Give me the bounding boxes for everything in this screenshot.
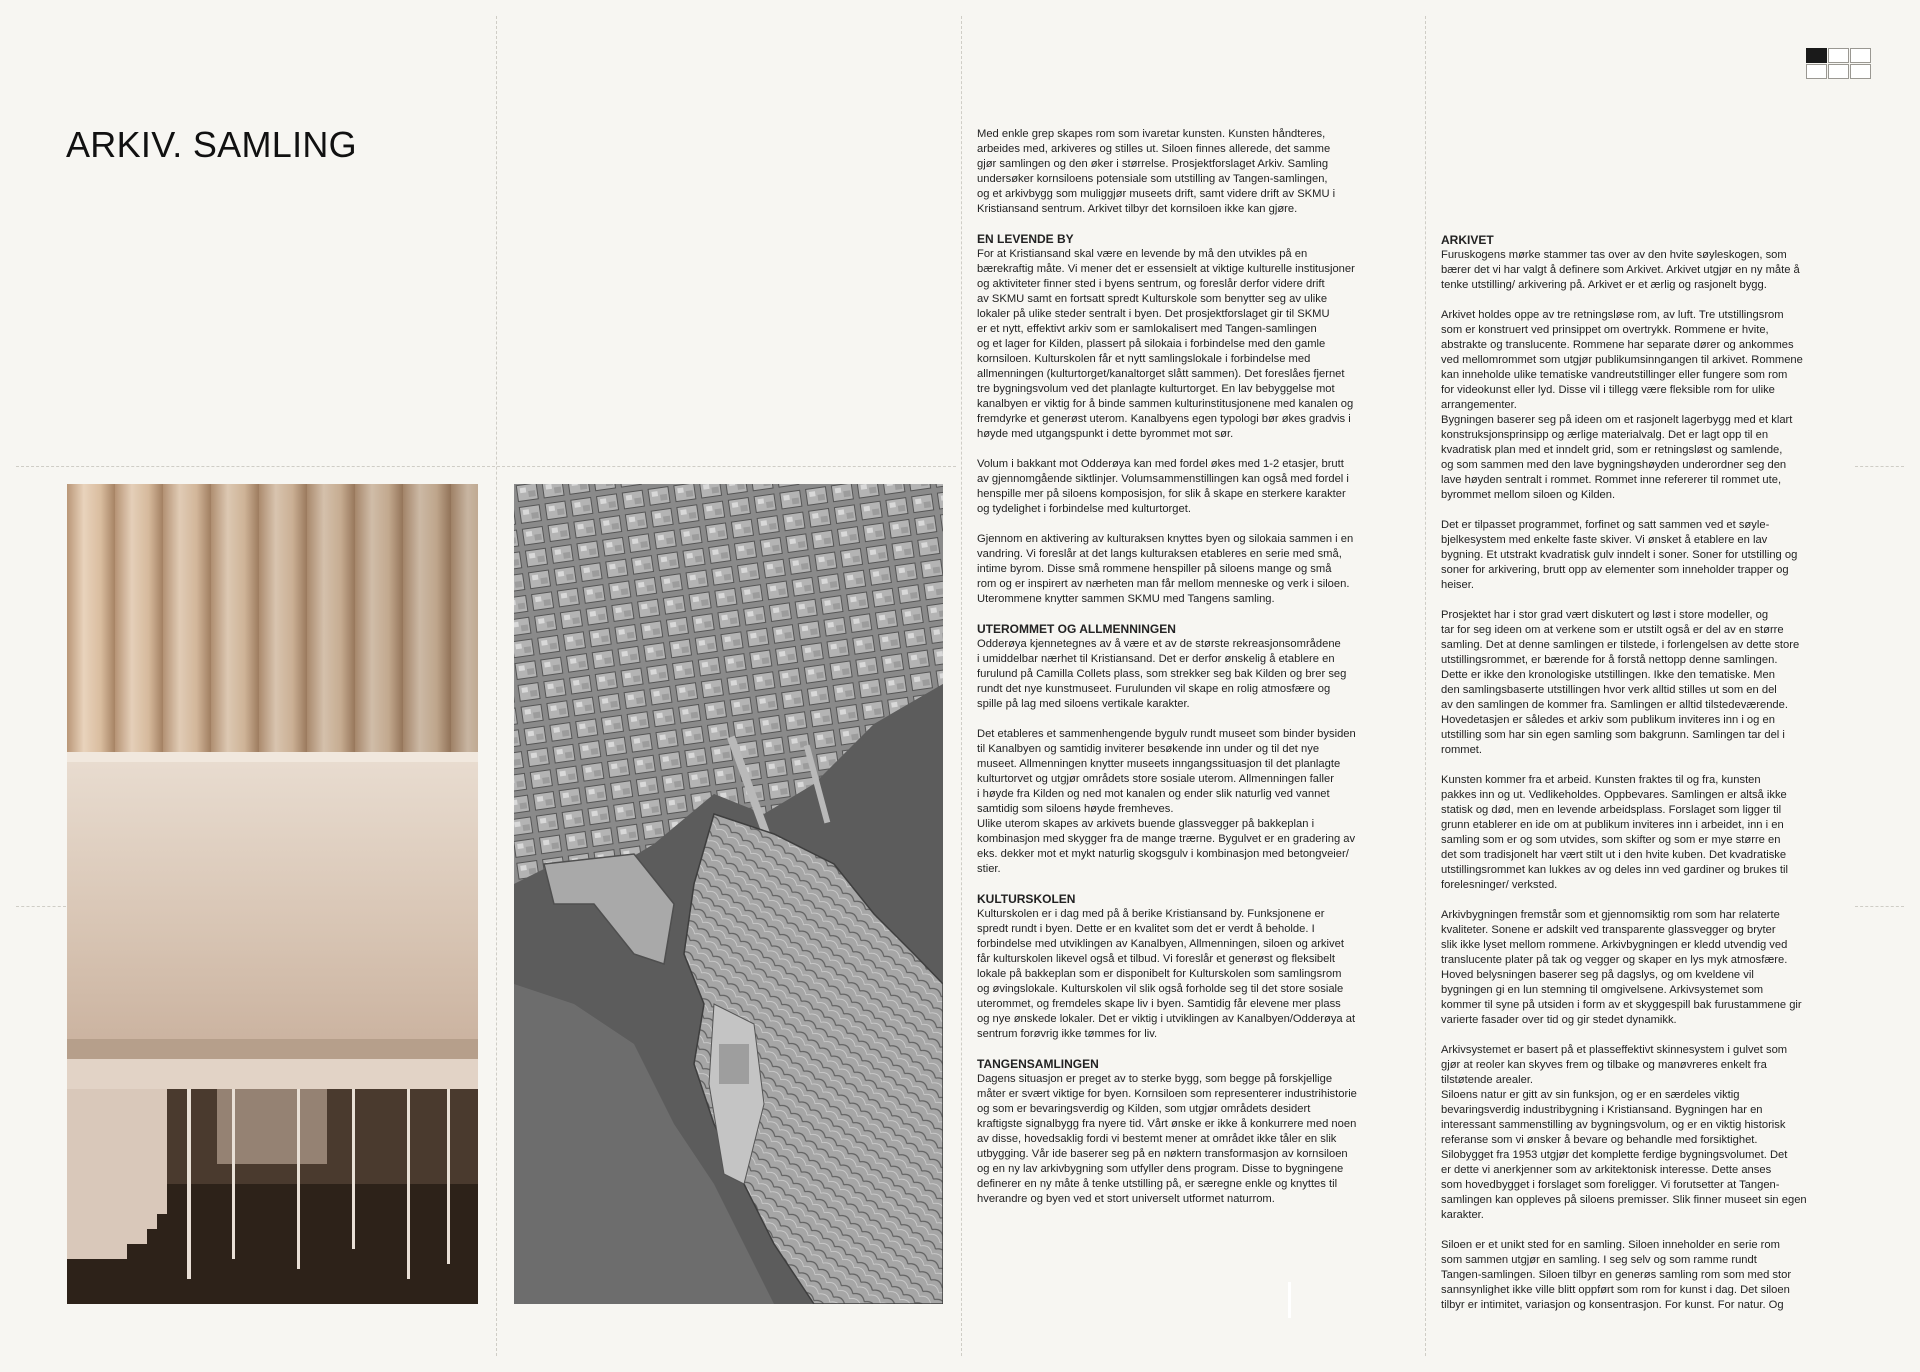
page-indicator-cell bbox=[1828, 48, 1849, 63]
section-heading: UTEROMMET OG ALLMENNINGEN bbox=[977, 622, 1176, 636]
section-heading: ARKIVET bbox=[1441, 233, 1494, 247]
page-title: ARKIV. SAMLING bbox=[66, 124, 357, 165]
page-indicator-cell bbox=[1850, 64, 1871, 79]
grid-guide bbox=[16, 906, 66, 907]
paragraph: Gjennom en aktivering av kulturaksen knyttes byen og silokaia sammen i en vandring. Vi foreslår at det langs kulturaksen etableres en serie med små, intime byrom. Disse små rommene henspiller på siloens mange og små rom og er inspirert av nærheten man får mellom menneske og verk i siloen. Uterommene knytter sammen SKMU med Tangens samling. bbox=[977, 533, 1354, 605]
intro-paragraph: Med enkle grep skapes rom som ivaretar kunsten. Kunsten håndteres, arbeides med, arkiveres og stilles ut. Siloen finnes allerede, det samme gjør samlingen og den øker i størrelse. Prosjektforslaget Arkiv. Samling undersøker kornsiloens potensiale som utstilling av Tangen-samlingen, og et arkivbygg som muliggjør museets drift, samt videre drift av SKMU i Kristiansand sentrum. Arkivet tilbyr det kornsiloen ikke kan gjøre. bbox=[977, 128, 1336, 215]
city-topography-model-photo bbox=[514, 484, 943, 1304]
paragraph: Siloen er et unikt sted for en samling. Siloen inneholder en serie rom som sammen utgjør en samling. I seg selv og som ramme rundt Tangen-samlingen. Siloen tilbyr en generøs samling rom som med stor sannsynlighet ikke ville blitt oppført som rom for kunst i dag. Det siloen tilbyr er intimitet, variasjon og konsentrasjon. For kunst. For natur. Og bbox=[1441, 1239, 1792, 1311]
page-indicator-cell bbox=[1806, 64, 1827, 79]
grid-guide bbox=[16, 466, 956, 467]
paragraph: Det er tilpasset programmet, forfinet og satt sammen ved et søyle- bjelkesystem med enkelte faste skiver. Vi ønsket å etablere en lav bygning. Et utstrakt kvadratisk gulv inndelt i soner. Soner for utstilling og soner for arkivering, brutt opp av elementer som inneholder trapper og heiser. bbox=[1441, 519, 1798, 591]
paragraph: Arkivet holdes oppe av tre retningsløse rom, av luft. Tre utstillingsrom som er konstruert ved prinsippet om overtrykk. Rommene er hvite, abstrakte og translucente. Rommene har separate dører og ankommes ved mellomrommet som utgjør publikumsinngangen til arkivet. Rommene kan inneholde ulike tematiske vandreutstillinger eller fungere som rom for videokunst eller lyd. Disse vil i tillegg være fleksible rom for ulike arrangementer. Bygningen baserer seg på ideen om et rasjonelt lagerbygg med et klart konstruksjonsprinsipp og ærlige materialvalg. Det er lagt opp til en kvadratisk plan med et inndelt grid, som er retningsløst og samlende, og som sammen med den lave bygningshøyden underordner seg den lave høyden sentralt i rommet. Rommet inne refererer til rommet ute, byrommet mellom siloen og Kilden. bbox=[1441, 309, 1803, 501]
paragraph: Arkivbygningen fremstår som et gjennomsiktig rom som har relaterte kvaliteter. Sonene er adskilt ved transparente glassvegger og bryter slik ikke lyset mellom rommene. Arkivbygningen er kledd utvendig ved translucente plater på tak og vegger og skaper en lys myk atmosfære. Hoved belysningen baserer seg på dagslys, og om kveldene vil bygningen gi en lun stemning til omgivelsene. Arkivsystemet som kommer til syne på utsiden i form av et skyggespill bak furustammene gir varierte fasader over tid og gir stedet dynamikk. bbox=[1441, 909, 1802, 1026]
paragraph: Dagens situasjon er preget av to sterke bygg, som begge på forskjellige måter er svært viktige for byen. Kornsiloen som representerer industrihistorie og som er bevaringsverdig og Kilden, som utgjør områdets desidert kraftigste signalbygg fra nyere tid. Vårt ønske er ikke å konkurrere med noen av disse, hovedsaklig fordi vi bestemt mener at området ikke tåler en slik utbygging. Vår ide baserer seg på en nøktern transformasjon av kornsiloen og en ny lav arkivbygning som utfyller dens program. Disse to bygningene definerer en ny måte å tenke utstilling på, er særegne enkle og knyttes til hverandre og byen ved et stort universelt utformet naturrom. bbox=[977, 1073, 1357, 1205]
paragraph: Kunsten kommer fra et arbeid. Kunsten fraktes til og fra, kunsten pakkes inn og ut. Vedlikeholdes. Oppbevares. Samlingen er altså ikke statisk og død, men en levende arbeidsplass. Forslaget som ligger til grunn etablerer en ide om at publikum inviteres inn i arbeidet, inn i en samling som er og som utvides, som skifter og som er mye større en det som tradisjonelt har vært stilt ut i den hvite kuben. Det kvadratiske utstillingsrommet kan lukkes av og deles inn ved gardiner og brukes til forelesninger/ verksted. bbox=[1441, 774, 1788, 891]
paragraph: Kulturskolen er i dag med på å berike Kristiansand by. Funksjonene er spredt rundt i byen. Dette er en kvalitet som det er verdt å beholde. I forbindelse med utviklingen av Kanalbyen, Allmenningen, siloen og arkivet får kulturskolen likevel også et tilbud. Vi foreslår et generøst og fleksibelt lokale på bakkeplan som er disponibelt for Kulturskolen som samlingsrom og øvingslokale. Kulturskolen vil slik også forholde seg til det store sosiale uterommet, og fremdeles skape liv i byen. Samtidig får elevene mer plass og nye ønskede lokaler. Det er viktig i utviklingen av Kanalbyen/Odderøya at sentrum forøvrig ikke tømmes for liv. bbox=[977, 908, 1356, 1040]
text-column-1 bbox=[977, 127, 1409, 1317]
column-marker bbox=[1288, 1282, 1291, 1318]
grid-guide bbox=[496, 16, 497, 1356]
text-column-2 bbox=[1441, 233, 1873, 1318]
paragraph: For at Kristiansand skal være en levende by må den utvikles på en bærekraftig måte. Vi mener det er essensielt at viktige kulturelle institusjoner og aktiviteter finner sted i byens sentrum, og foreslår derfor videre drift av SKMU samt en fortsatt spredt Kulturskole som benytter seg av ulike lokaler på ulike steder sentralt i byen. Det prosjektforslaget gir til SKMU er et nytt, effektivt arkiv som er samlokalisert med Tangen-samlingen og et lager for Kilden, plassert på silokaia i forbindelse med den gamle kornsiloen. Kulturskolen får et nytt samlingslokale i forbindelse med allmenningen (kulturtorget/kanaltorget slått sammen). Det foreslåes fjernet tre bygningsvolum ved det planlagte kulturtorget. En lav bebyggelse mot kanalbyen er viktig for å binde sammen kulturinstitusjonene med kanalen og fremdyrke et generøst uterom. Kanalbyens egen typologi bør økes gradvis i høyde med utgangspunkt i dette byrommet mot sør. bbox=[977, 248, 1355, 440]
paragraph: Furuskogens mørke stammer tas over av den hvite søyleskogen, som bærer det vi har valgt å definere som Arkivet. Arkivet utgjør en ny måte å tenke utstilling/ arkivering på. Arkivet er et ærlig og rasjonelt bygg. bbox=[1441, 249, 1800, 291]
grid-guide bbox=[961, 16, 962, 1356]
page-indicator bbox=[1806, 48, 1871, 79]
paragraph: Volum i bakkant mot Odderøya kan med fordel økes med 1-2 etasjer, brutt av gjennomgående siktlinjer. Volumsammenstillingen kan også med fordel i henspille mer på siloens komposisjon, for slik å skape en sterkere karakter og tydelighet i forbindelse med kulturtorget. bbox=[977, 458, 1349, 515]
silo-model-photo bbox=[67, 484, 478, 1304]
grid-guide bbox=[1425, 16, 1426, 1356]
page-indicator-cell bbox=[1850, 48, 1871, 63]
section-heading: EN LEVENDE BY bbox=[977, 232, 1074, 246]
page-indicator-cell bbox=[1806, 48, 1827, 63]
paragraph: Prosjektet har i stor grad vært diskutert og løst i store modeller, og tar for seg ideen om at verkene som er utstilt også er del av en større samling. Det at denne samlingen er tilstede, i forlengelsen av dette store utstillingsrommet, er bærende for å forstå nettopp denne samlingen. Dette er ikke den kronologiske utstillingen. Ikke den tematiske. Men den samlingsbaserte utstillingen hvor verk alltid stilles ut som en del av den samlingen de kommer fra. Samlingen er alltid tilstedeværende. Hovedetasjen er således et arkiv som publikum inviteres inn i og en utstilling som har sin egen samling som bakgrunn. Samlingen tar del i rommet. bbox=[1441, 609, 1800, 756]
paragraph: Odderøya kjennetegnes av å være et av de største rekreasjonsområdene i umiddelbar nærhet til Kristiansand. Det er derfor ønskelig å etablere en furulund på Camilla Collets plass, som strekker seg bak Kilden og brer seg rundt det nye kunstmuseet. Furulunden vil skape en rolig atmosfære og spille på lag med siloens vertikale karakter. bbox=[977, 638, 1347, 710]
section-heading: TANGENSAMLINGEN bbox=[977, 1057, 1099, 1071]
section-heading: KULTURSKOLEN bbox=[977, 892, 1076, 906]
page-indicator-cell bbox=[1828, 64, 1849, 79]
paragraph: Det etableres et sammenhengende bygulv rundt museet som binder bysiden til Kanalbyen og samtidig inviterer besøkende inn under og til det nye museet. Allmenningen knytter museets inngangssituasjon til det planlagte kulturtorvet og utgjør områdets store sosiale uterom. Allmenningen faller i høyde fra Kilden og ned mot kanalen og ender slik naturlig ved vannet samtidig som siloens høyde fremheves. Ulike uterom skapes av arkivets buende glassvegger på bakkeplan i kombinasjon med skygger fra de mange trærne. Bygulvet er en gradering av eks. dekker mot et mykt naturlig skogsgulv i kombinasjon med betongveier/ stier. bbox=[977, 728, 1356, 875]
paragraph: Arkivsystemet er basert på et plasseffektivt skinnesystem i gulvet som gjør at reoler kan skyves frem og tilbake og manøvreres enkelt fra tilstøtende arealer. Siloens natur er gitt av sin funksjon, og er en særdeles viktig bevaringsverdig industribygning i Kristiansand. Bygningen har en interessant sammenstilling av bygningsvolum, og er en viktig historisk referanse som vi ønsker å bevare og behandle med forsiktighet. Silobygget fra 1953 utgjør det komplette ferdige bygningsvolumet. Det er dette vi anerkjenner som av arkitektonisk interesse. Dette anses som hovedbygget i forslaget som foreligger. Vi forutsetter at Tangen- samlingen kan oppleves på siloens premisser. Slik finner museet sin egen karakter. bbox=[1441, 1044, 1807, 1221]
